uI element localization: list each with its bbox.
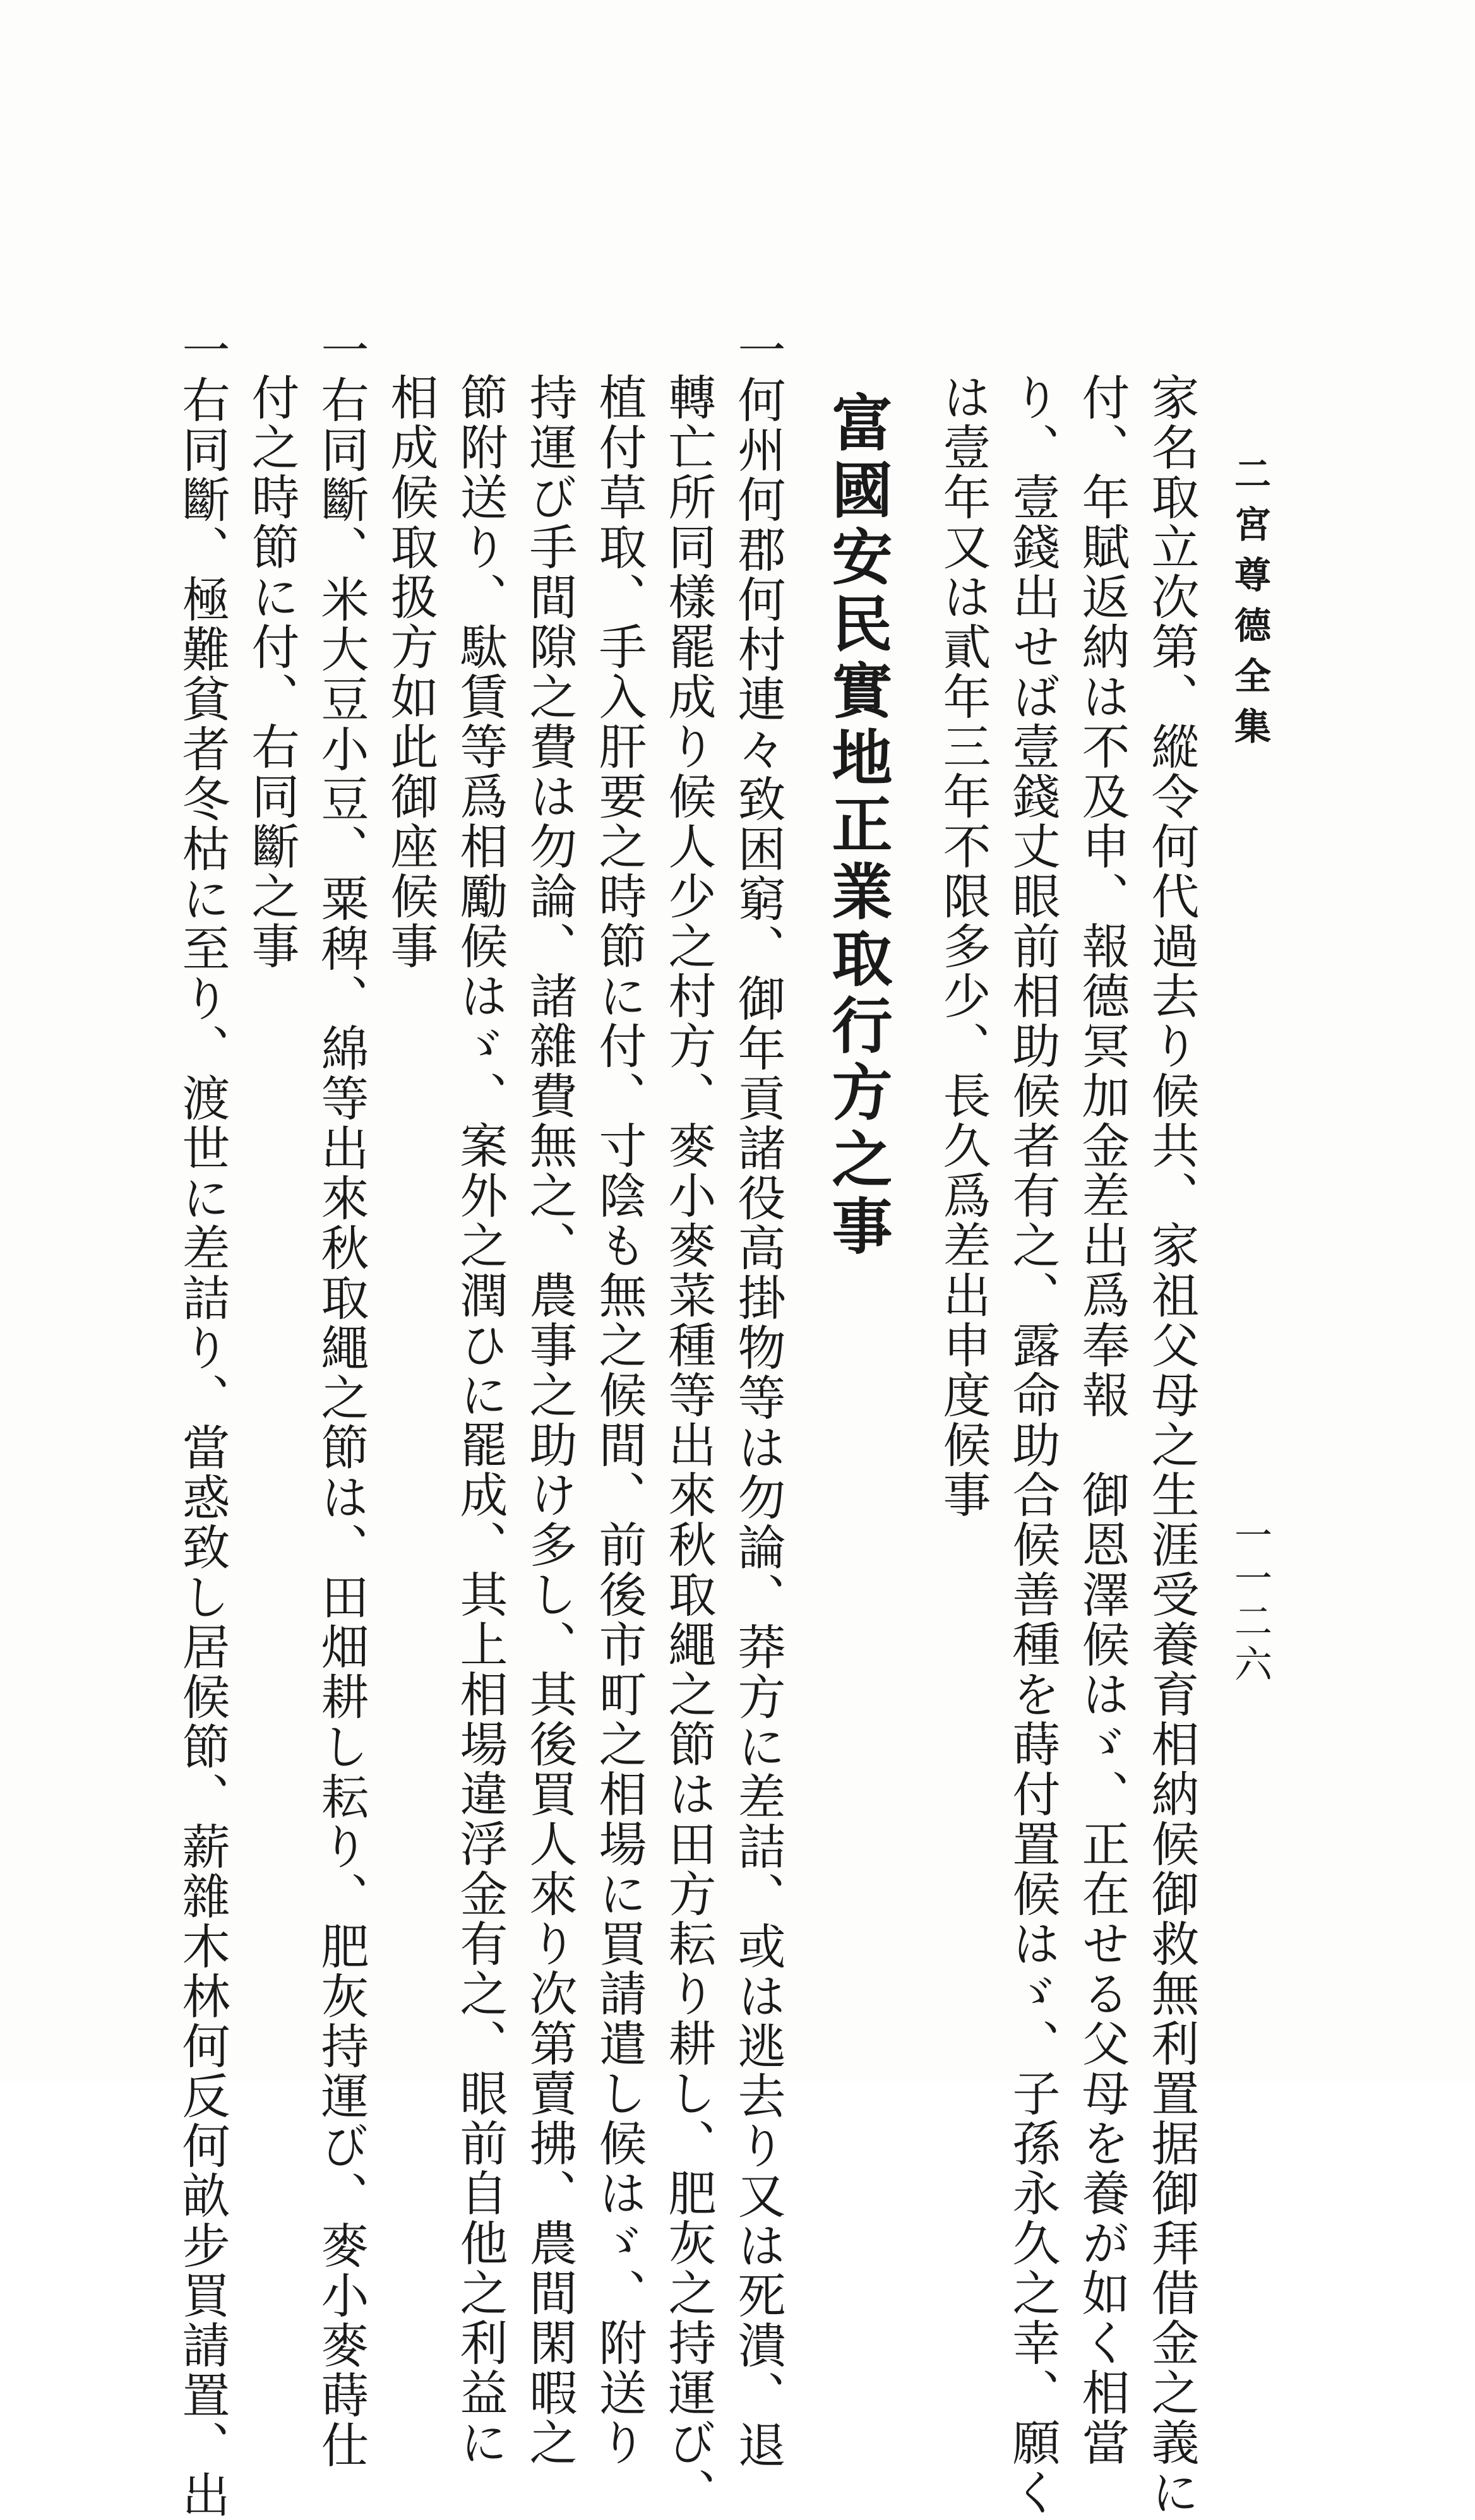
text-line: り、壹錢出せば壹錢丈眼前相助候者有之、露命助合候善種を蒔付置候はゞ、子孫永久之幸、願く — [1005, 373, 1061, 2517]
text-line: は壹年又は貳年三年不限多少、長久爲差出申度候事 — [935, 373, 991, 1520]
text-line: 付之時節に付、右同斷之事 — [244, 373, 300, 971]
text-line: 家名取立次第、縱令何代過去り候共、家祖父母之生涯受養育相納候御救無利置据御拜借金之義に — [1144, 373, 1200, 2517]
text-line: 一右同斷、米大豆小豆、粟稗、綿等出來秋取繩之節は、田畑耕し耘り、肥灰持運び、麥小麥蒔仕 — [313, 325, 369, 2470]
text-line: 一何州何郡何村連々致困窮、御年貢諸役高掛物等は勿論、莽方に差詰、或は逃去り又は死潰、退 — [730, 325, 786, 2470]
section-heading: 富國安民實地正業取行方之事 — [822, 391, 893, 1262]
page-number: 一一二六 — [1228, 1515, 1272, 1687]
text-line: 持運び手間隙之費は勿論、諸雜費無之、農事之助け多し、其後買人來り次第賣拂、農間閑暇之 — [522, 373, 578, 2468]
text-line: 相成候取扱方如此御座候事 — [383, 373, 439, 971]
running-title: 二宮尊德全集 — [1228, 455, 1271, 758]
text-line: 植付草取、手入肝要之時節に付、寸陰も無之候間、前後市町之相場に買請遣し候はゞ、附送り — [591, 373, 647, 2468]
text-line: 一右同斷、極難貧者冬枯に至り、渡世に差詰り、當惑致し居候節、薪雜木林何反何畝步買請置、出 — [174, 325, 230, 2520]
text-line: 轉亡所同樣罷成り候人少之村方、麥小麥菜種等出來秋取繩之節は田方耘り耕し、肥灰之持運び、 — [660, 373, 717, 2517]
text-line: 節附送り、駄賃等爲相勵候はゞ、案外之潤ひに罷成、其上相場違浮金有之、眼前自他之利益に — [452, 373, 508, 2468]
text-line: 付、年賦返納は不及申、報德冥加金差出爲奉報 御恩澤候はゞ、正在せる父母を養が如く相當 — [1074, 373, 1130, 2468]
